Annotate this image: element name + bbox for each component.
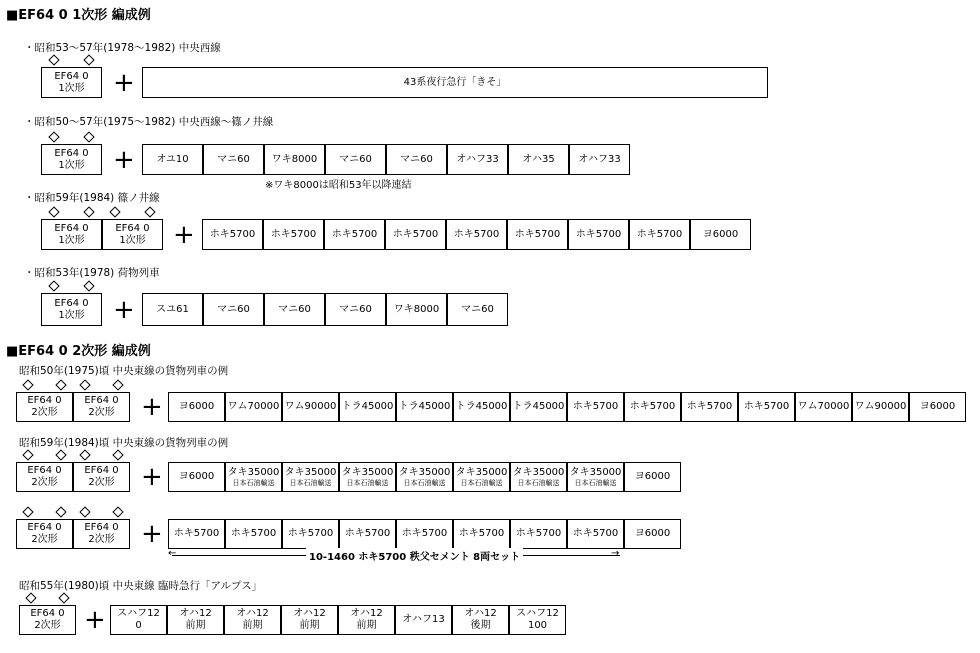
car-box [738, 392, 795, 422]
locomotive-sublabel: 1次形 [58, 309, 85, 321]
car-box [510, 392, 567, 422]
car-label: オユ10 [156, 153, 189, 165]
car-label: タキ35000 [455, 466, 508, 478]
car-box [263, 219, 324, 250]
car-box [624, 462, 681, 492]
car-box [567, 392, 624, 422]
car-box [396, 519, 453, 549]
locomotive-box [41, 67, 102, 98]
car-label: オハフ33 [578, 153, 621, 165]
car-label: オハ12 [179, 608, 212, 619]
car-label: オハ35 [522, 153, 555, 165]
car-box [325, 293, 386, 326]
car-box [395, 605, 452, 635]
car-box [168, 462, 225, 492]
car-sublabel: 前期 [242, 620, 263, 631]
car-sublabel: 日本石油輸送 [574, 478, 617, 487]
plus-sign: + [113, 144, 135, 175]
car-label: ホキ5700 [575, 228, 622, 240]
pantograph-icon [23, 449, 34, 460]
arrow-right-icon: → [611, 548, 620, 559]
car-box [142, 67, 768, 98]
car-label: ホキ5700 [514, 228, 561, 240]
locomotive-label: EF64 0 [54, 70, 89, 82]
car-box [567, 462, 624, 492]
locomotive-sublabel: 2次形 [34, 620, 61, 631]
car-box [339, 462, 396, 492]
car-label: トラ45000 [455, 401, 508, 412]
car-box [225, 462, 282, 492]
car-box [510, 519, 567, 549]
car-box [852, 392, 909, 422]
section-title: ■EF64 0 2次形 編成例 [6, 344, 151, 359]
car-box [453, 392, 510, 422]
car-box [385, 219, 446, 250]
pantograph-icon [23, 379, 34, 390]
locomotive-label: EF64 0 [84, 522, 119, 533]
car-label: ホキ5700 [401, 528, 448, 539]
pantograph-icon [49, 131, 60, 142]
pantograph-icon [83, 280, 94, 291]
car-label: オハフ13 [402, 614, 445, 625]
pantograph-icon [26, 592, 37, 603]
car-box [338, 605, 395, 635]
car-label: マニ60 [217, 153, 250, 165]
car-box [264, 144, 325, 175]
pantograph-icon [83, 206, 94, 217]
locomotive-box [16, 462, 73, 492]
car-label: オハフ33 [456, 153, 499, 165]
car-box [453, 519, 510, 549]
car-box [510, 462, 567, 492]
locomotive-box [16, 392, 73, 422]
car-label: トラ45000 [512, 401, 565, 412]
plus-sign: + [141, 392, 163, 422]
car-label: ホキ5700 [572, 528, 619, 539]
plus-sign: + [141, 462, 163, 492]
footnote: ※ワキ8000は昭和53年以降連結 [265, 180, 412, 191]
locomotive-box [73, 392, 130, 422]
formation-label: ・昭和50～57年(1975～1982) 中央西線～篠ノ井線 [24, 116, 274, 128]
car-sublabel: 日本石油輸送 [346, 478, 389, 487]
car-sublabel: 前期 [356, 620, 377, 631]
car-box [624, 392, 681, 422]
car-label: タキ35000 [284, 466, 337, 478]
car-box [567, 519, 624, 549]
car-box [167, 605, 224, 635]
car-label: オハ12 [464, 608, 497, 619]
formation-label: ・昭和59年(1984) 篠ノ井線 [24, 192, 160, 204]
pantograph-icon [80, 506, 91, 517]
locomotive-label: EF64 0 [84, 465, 119, 476]
car-box [386, 293, 447, 326]
car-label: ヨ6000 [634, 528, 671, 539]
car-label: ホキ5700 [270, 228, 317, 240]
car-label: ホキ5700 [392, 228, 439, 240]
pantograph-icon [80, 379, 91, 390]
pantograph-icon [110, 206, 121, 217]
car-label: タキ35000 [341, 466, 394, 478]
car-box [282, 519, 339, 549]
car-sublabel: 0 [135, 620, 142, 631]
car-box [325, 144, 386, 175]
car-label: ワキ8000 [393, 303, 440, 315]
car-box [168, 519, 225, 549]
car-label: ホキ5700 [453, 228, 500, 240]
formation-label: ・昭和53～57年(1978～1982) 中央西線 [24, 42, 221, 54]
car-sublabel: 日本石油輸送 [517, 478, 560, 487]
car-sublabel: 前期 [185, 620, 206, 631]
car-label: ホキ5700 [230, 528, 277, 539]
car-label: マニ60 [461, 303, 494, 315]
pantograph-icon [55, 379, 66, 390]
locomotive-sublabel: 2次形 [31, 407, 58, 418]
car-box [452, 605, 509, 635]
locomotive-label: EF64 0 [115, 222, 150, 234]
car-box [264, 293, 325, 326]
formation-label: 昭和50年(1975)頃 中央東線の貨物列車の例 [19, 365, 229, 377]
car-box [282, 462, 339, 492]
locomotive-sublabel: 2次形 [31, 534, 58, 545]
car-box [568, 219, 629, 250]
car-label: タキ35000 [398, 466, 451, 478]
plus-sign: + [84, 605, 106, 635]
locomotive-sublabel: 1次形 [58, 82, 85, 94]
car-box [795, 392, 852, 422]
car-box [282, 392, 339, 422]
car-box [507, 219, 568, 250]
car-label: タキ35000 [569, 466, 622, 478]
pantograph-icon [83, 54, 94, 65]
locomotive-label: EF64 0 [54, 297, 89, 309]
locomotive-box [73, 462, 130, 492]
pantograph-icon [83, 131, 94, 142]
locomotive-box [19, 605, 76, 635]
car-label: ヨ6000 [178, 401, 215, 412]
car-box [142, 144, 203, 175]
car-label: ホキ5700 [686, 401, 733, 412]
car-label: マニ60 [400, 153, 433, 165]
pantograph-icon [55, 506, 66, 517]
car-label: ホキ5700 [331, 228, 378, 240]
pantograph-icon [112, 449, 123, 460]
car-label: タキ35000 [227, 466, 280, 478]
car-box [396, 392, 453, 422]
locomotive-sublabel: 2次形 [88, 407, 115, 418]
car-label: ヨ6000 [702, 228, 739, 240]
pantograph-icon [144, 206, 155, 217]
car-sublabel: 前期 [299, 620, 320, 631]
car-sublabel: 後期 [470, 620, 491, 631]
car-box [509, 605, 566, 635]
pantograph-icon [80, 449, 91, 460]
locomotive-box [41, 219, 102, 250]
pantograph-icon [55, 449, 66, 460]
locomotive-box [102, 219, 163, 250]
car-label: オハ12 [350, 608, 383, 619]
car-label: マニ60 [339, 303, 372, 315]
car-label: ホキ5700 [515, 528, 562, 539]
car-sublabel: 日本石油輸送 [289, 478, 332, 487]
car-box [909, 392, 966, 422]
car-box [339, 392, 396, 422]
locomotive-sublabel: 2次形 [88, 534, 115, 545]
section-title: ■EF64 0 1次形 編成例 [6, 8, 151, 23]
car-label: ヨ6000 [919, 401, 956, 412]
car-label: ヨ6000 [634, 471, 671, 482]
car-box [624, 519, 681, 549]
car-box [339, 519, 396, 549]
locomotive-label: EF64 0 [27, 395, 62, 406]
car-label: ワム90000 [284, 401, 337, 412]
car-label: 43系夜行急行「きそ」 [403, 76, 507, 88]
locomotive-sublabel: 1次形 [119, 234, 146, 246]
car-label: トラ45000 [398, 401, 451, 412]
car-sublabel: 日本石油輸送 [460, 478, 503, 487]
car-box [453, 462, 510, 492]
plus-sign: + [173, 219, 195, 250]
car-box [168, 392, 225, 422]
car-label: ヨ6000 [178, 471, 215, 482]
formation-label: ・昭和53年(1978) 荷物列車 [24, 267, 160, 279]
car-box [396, 462, 453, 492]
car-box [324, 219, 385, 250]
locomotive-box [73, 519, 130, 549]
car-box [110, 605, 167, 635]
car-box [202, 219, 263, 250]
car-label: オハ12 [293, 608, 326, 619]
car-label: ホキ5700 [743, 401, 790, 412]
car-box [447, 293, 508, 326]
pantograph-icon [112, 379, 123, 390]
plus-sign: + [141, 519, 163, 549]
car-sublabel: 100 [527, 620, 548, 631]
formation-label: 昭和55年(1980)頃 中央東線 臨時急行「アルプス」 [19, 580, 263, 592]
locomotive-label: EF64 0 [30, 608, 65, 619]
car-label: スハフ12 [117, 608, 160, 619]
car-label: スハフ12 [516, 608, 559, 619]
car-label: ワム70000 [227, 401, 280, 412]
plus-sign: + [113, 67, 135, 98]
car-label: オハ12 [236, 608, 269, 619]
car-label: スユ61 [156, 303, 189, 315]
locomotive-sublabel: 2次形 [88, 477, 115, 488]
car-box [446, 219, 507, 250]
pantograph-icon [112, 506, 123, 517]
car-box [225, 392, 282, 422]
plus-sign: + [113, 294, 135, 325]
car-label: ホキ5700 [173, 528, 220, 539]
car-box [386, 144, 447, 175]
car-label: ホキ5700 [344, 528, 391, 539]
set-label: 10-1460 ホキ5700 秩父セメント 8両セット [306, 548, 523, 563]
pantograph-icon [49, 280, 60, 291]
car-label: タキ35000 [512, 466, 565, 478]
car-label: マニ60 [278, 303, 311, 315]
locomotive-sublabel: 2次形 [31, 477, 58, 488]
arrow-left-icon: ← [168, 548, 177, 559]
car-box [142, 293, 203, 326]
car-label: ホキ5700 [629, 401, 676, 412]
car-box [690, 219, 751, 250]
locomotive-label: EF64 0 [27, 465, 62, 476]
locomotive-label: EF64 0 [27, 522, 62, 533]
car-label: ホキ5700 [209, 228, 256, 240]
car-label: ホキ5700 [458, 528, 505, 539]
car-box [629, 219, 690, 250]
car-box [508, 144, 569, 175]
car-label: ホキ5700 [636, 228, 683, 240]
locomotive-label: EF64 0 [54, 147, 89, 159]
pantograph-icon [58, 592, 69, 603]
car-box [569, 144, 630, 175]
car-sublabel: 日本石油輸送 [403, 478, 446, 487]
car-label: ワキ8000 [271, 153, 318, 165]
locomotive-sublabel: 1次形 [58, 159, 85, 171]
locomotive-sublabel: 1次形 [58, 234, 85, 246]
car-box [225, 519, 282, 549]
pantograph-icon [23, 506, 34, 517]
pantograph-icon [49, 206, 60, 217]
car-label: ワム90000 [854, 401, 907, 412]
locomotive-label: EF64 0 [84, 395, 119, 406]
locomotive-label: EF64 0 [54, 222, 89, 234]
car-sublabel: 日本石油輸送 [232, 478, 275, 487]
car-label: ホキ5700 [287, 528, 334, 539]
car-box [281, 605, 338, 635]
car-label: マニ60 [339, 153, 372, 165]
car-box [203, 144, 264, 175]
car-box [447, 144, 508, 175]
car-label: ワム70000 [797, 401, 850, 412]
formation-label: 昭和59年(1984)頃 中央東線の貨物列車の例 [19, 437, 229, 449]
car-label: トラ45000 [341, 401, 394, 412]
pantograph-icon [49, 54, 60, 65]
car-label: マニ60 [217, 303, 250, 315]
locomotive-box [16, 519, 73, 549]
car-box [681, 392, 738, 422]
locomotive-box [41, 293, 102, 326]
car-box [224, 605, 281, 635]
car-box [203, 293, 264, 326]
locomotive-box [41, 144, 102, 175]
car-label: ホキ5700 [572, 401, 619, 412]
